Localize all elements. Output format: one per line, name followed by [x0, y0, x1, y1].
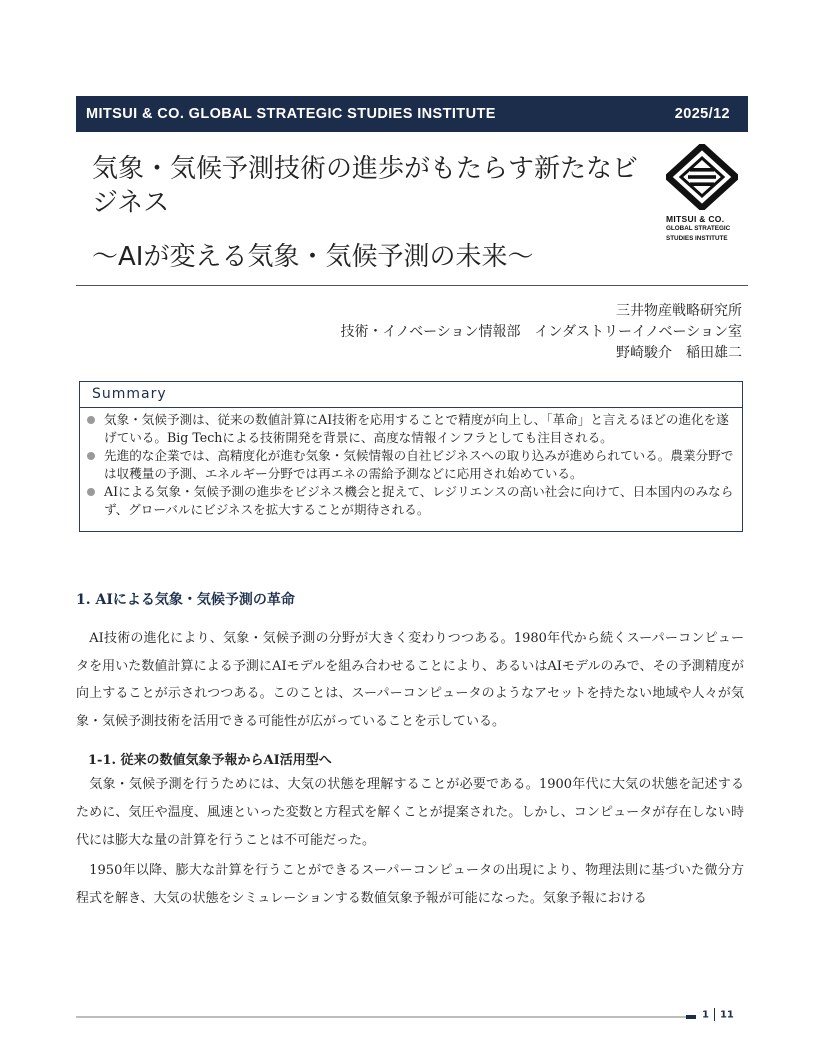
summary-item-text: 先進的な企業では、高精度化が進む気象・気候情報の自社ビジネスへの取り込みが進められている。農業分野では収穫量の予測、エネルギー分野では再エネの需給予測などに応用され始めている。 — [104, 448, 734, 481]
header-band — [76, 96, 748, 132]
section-1-paragraph: AI技術の進化により、気象・気候予測の分野が大きく変わりつつある。1980年代から続くスーパーコンピュータを用いた数値計算による予測にAIモデルを組み合わせることにより、あるいはAIモデルのみで、その予測精度が向上することが示されつつある。このことは、スーパーコンピュータのようなアセットを持たない地域や人々が気象・気候予測技術を活用できる可能性が広がっていることを示している。 — [76, 631, 744, 729]
page-separator — [714, 1008, 715, 1021]
summary-box — [79, 381, 743, 532]
author-names: 野崎駿介 稲田雄二 — [616, 345, 742, 361]
summary-item — [86, 411, 734, 447]
logo-name: MITSUI & CO. — [666, 214, 725, 224]
summary-item — [86, 483, 734, 519]
author-block — [340, 301, 742, 364]
summary-list — [80, 408, 742, 519]
section-1-1-paragraph-2: 1950年以降、膨大な計算を行うことができるスーパーコンピュータの出現により、物理法則に基づいた微分方程式を解き、大気の状態をシミュレーションする数値気象予報が可能になった。気象予報における — [76, 863, 744, 906]
section-heading-1-1: 1-1. 従来の数値気象予報からAI活用型へ — [88, 753, 332, 768]
title-divider — [76, 285, 748, 286]
header-organization: MITSUI & CO. GLOBAL STRATEGIC STUDIES INSTITUTE — [86, 106, 496, 122]
footer-accent — [686, 1015, 696, 1019]
mitsui-igeta-icon — [666, 144, 738, 210]
page-total: 11 — [719, 1009, 734, 1021]
section-heading-1: 1. AIによる気象・気候予測の革命 — [76, 592, 295, 608]
logo-subtitle-line2: STUDIES INSTITUTE — [666, 235, 728, 242]
document-subtitle: ～AIが変える気象・気候予測の未来～ — [92, 242, 534, 272]
institute-logo — [660, 144, 752, 264]
author-department: 技術・イノベーション情報部 インダストリーイノベーション室 — [340, 324, 742, 340]
page-current: 1 — [702, 1009, 709, 1021]
summary-item-text: 気象・気候予測は、従来の数値計算にAI技術を応用することで精度が向上し、「革命」と言えるほどの進化を遂げている。Big Techによる技術開発を背景に、高度な情報インフラとしても注目される。 — [104, 412, 729, 445]
footer-rule — [76, 1016, 686, 1018]
author-institute: 三井物産戦略研究所 — [616, 303, 742, 319]
bullet-icon — [87, 416, 95, 424]
logo-subtitle-line1: GLOBAL STRATEGIC — [666, 225, 731, 232]
page-number — [702, 1008, 748, 1021]
bullet-icon — [87, 452, 95, 460]
bullet-icon — [87, 488, 95, 496]
section-1-1-paragraph-1: 気象・気候予測を行うためには、大気の状態を理解することが必要である。1900年代に大気の状態を記述するために、気圧や温度、風速といった変数と方程式を解くことが提案された。しかし、コンピュータが存在しない時代には膨大な量の計算を行うことは不可能だった。 — [76, 777, 744, 848]
summary-item — [86, 447, 734, 483]
summary-item-text: AIによる気象・気候予測の進歩をビジネス機会と捉えて、レジリエンスの高い社会に向けて、日本国内のみならず、グローバルにビジネスを拡大することが期待される。 — [104, 484, 734, 517]
document-title: 気象・気候予測技術の進歩がもたらす新たなビジネス — [92, 154, 639, 218]
summary-heading: Summary — [92, 386, 167, 402]
summary-header — [80, 382, 742, 408]
header-date: 2025/12 — [674, 106, 730, 122]
